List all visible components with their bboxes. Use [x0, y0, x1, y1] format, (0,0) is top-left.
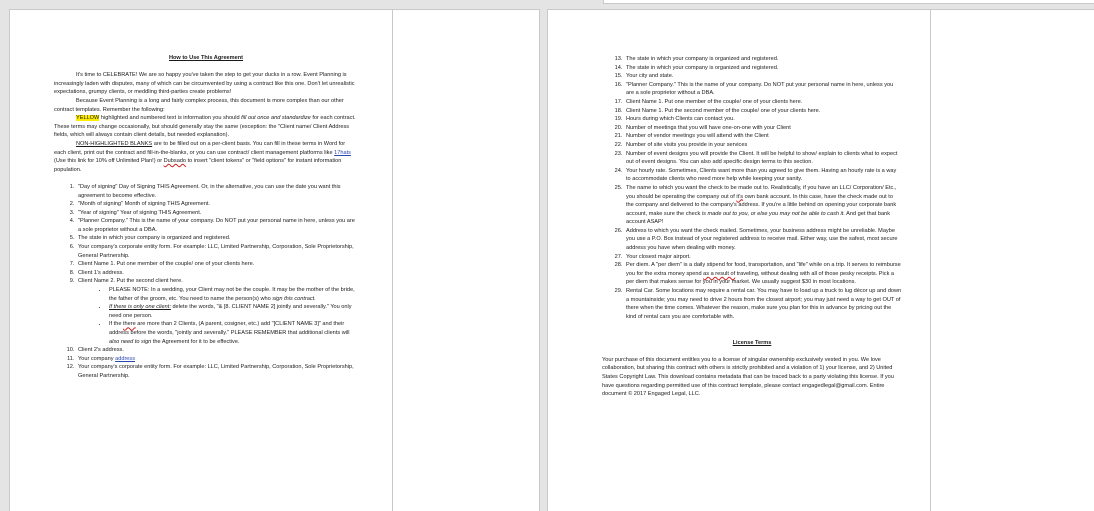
list-item: 10. Client 2's address.	[76, 346, 358, 355]
intro-paragraph: It's time to CELEBRATE! We are so happy you've taken the step to get your ducks in a row. Event Planning is increasingly laden with disputes, many of which can be circumvented by using a contract like this one. Don't let unrealistic expectations, grumpy clients, or meddling third-parties create problems!	[54, 72, 355, 96]
note-text: the Agreement for it to be effective.	[151, 338, 240, 345]
document-page-1[interactable]	[10, 10, 393, 511]
list-item: 17. Client Name 1. Put one member of the couple/ one of your clients here.	[624, 98, 902, 107]
note-text: If the	[109, 321, 123, 328]
list-item-text: Client Name 2. Put the second client here.	[78, 278, 183, 285]
list-item-text: And get that bank account ASAP!	[626, 210, 891, 226]
list-item: 21. Number of vendor meetings you will attend with the Client	[624, 132, 902, 141]
list-item-text: traveling, without dealing with all of those pesky receipts. Pick a per diem that makes sense for you in your market. We usually suggest $30 in most locations.	[626, 270, 895, 286]
license-title: License Terms	[732, 339, 772, 346]
list-item-em: is made out to you, or else you may not be able to cash it.	[701, 210, 845, 217]
list-item-text: own bank account. In this case, have the check made out to the company and delivered to the company's address. If you're a little behind on opening your corporate bank account, make sure the check	[626, 193, 897, 217]
list-item: 12. Your company's corporate entity form. For example: LLC, Limited Partnership, Corporation, Sole Proprietorship, General Partnership.	[76, 363, 358, 380]
as-a-result-phrase: as a result of	[703, 270, 736, 277]
page-2-body	[602, 55, 902, 399]
list-item-text: Your company	[78, 355, 116, 362]
agreement-title: How to Use This Agreement	[168, 55, 244, 61]
instruction-list-2	[602, 55, 902, 321]
complexity-text: Because Event Planning is a long and fairly complex process, this document is more complex than our other contract templates. Remember the following:	[54, 97, 344, 113]
previous-page-edge	[604, 0, 1094, 3]
17hats-link[interactable]: 17hats	[334, 149, 351, 156]
blanks-paragraph	[54, 140, 358, 174]
list-item: 1. "Day of signing" Day of Signing THIS Agreement. Or, in the alternative, you can use the date you want this agreement to become effective.	[76, 183, 358, 200]
list-item: 16. "Planner Company." This is the name of your company. Do NOT put your personal name in here, unless you are a sole proprietor without a DBA.	[624, 81, 902, 98]
list-item: 27. Your closest major airport.	[624, 253, 902, 262]
blanks-text-a: are to be filled out on a per-client basis. You can fill in these terms in Word for each client, print out the contract and fill-in-the-blanks, or you can use contract/ client management platforms like	[54, 140, 346, 156]
list-item: 26. Address to which you want the check mailed. Sometimes, your business address might be unreliable. Maybe you use a P.O. Box instead of your registered address to receive mail. Either way, use the safest, most secure address you have when dealing with money.	[624, 227, 902, 253]
list-item: 18. Client Name 1. Put the second member of the couple/ one of your clients here.	[624, 107, 902, 116]
page-1-body	[54, 54, 358, 381]
list-item: 29. Rental Car. Some locations may require a rental car. You may have to load up a truck to lug décor up and down a mountainside; you may need to drive 2 hours from the closest airport; you may just need a way to get OUT of there when the time comes. Whatever the reason, make sure you plan for this in advance by pricing out the kind of rental cars you are comfortable with.	[624, 287, 902, 321]
address-link[interactable]: address	[115, 355, 136, 362]
note-squiggle: there	[123, 321, 136, 328]
list-item: 4. "Planner Company." This is the name of your company. Do NOT put your personal name in here, unless you are a sole proprietor without a DBA.	[76, 217, 358, 234]
yellow-text-b: for each contract. These terms may change occasionally, but should generally stay the same (exception: the "Client name/ Client Address fields, which will always contain client details, but needed explanation).	[54, 115, 356, 139]
client-notes-list	[78, 286, 358, 346]
list-item: 6. Your company's corporate entity form. For example: LLC, Limited Partnership, Corporation, Sole Proprietorship, General Partnership.	[76, 243, 358, 260]
list-item: 14. The state in which your company is organized and registered.	[624, 64, 902, 73]
list-item: 15. Your city and state.	[624, 72, 902, 81]
blanks-text-b: (Use this link for 10% off Unlimited Plan!) or	[54, 158, 164, 165]
document-page-2[interactable]	[548, 10, 931, 511]
dubsado-word: Dubsado	[163, 158, 187, 165]
list-item: 13. The state in which your company is organized and registered.	[624, 55, 902, 64]
its-word: it's	[736, 193, 744, 200]
note-item	[108, 286, 358, 303]
yellow-highlight: YELLOW	[76, 115, 100, 122]
note-item	[108, 320, 358, 346]
yellow-paragraph	[54, 114, 358, 140]
list-item: 5. The state in which your company is organized and registered.	[76, 234, 358, 243]
list-item	[76, 355, 358, 364]
list-item-text: Per diem. A "per diem" is a daily stipend for food, transportation, and "life" while on a trip. It serves to reimburse you for the extra money spend	[626, 262, 901, 277]
list-item: 7. Client Name 1. Put one member of the couple/ one of your clients here.	[76, 260, 358, 269]
note-text: PLEASE NOTE: In a wedding, your Client may not be the couple. It may be the mother of the bride, the father of the groom, etc. You need to name the person(s) who	[109, 287, 355, 302]
list-item	[624, 184, 902, 227]
document-page-2-margin	[931, 10, 1094, 511]
list-item: 3. "Year of signing" Year of signing THIS Agreement.	[76, 209, 358, 218]
note-text: are more than 2 Clients, (A parent, cosigner, etc.) add "[CLIENT NAME 3]" and their address before the words, "jointly and severally." PLEASE REMEMBER that additional clients will	[109, 321, 350, 336]
yellow-text-a: highlighted and numbered text is information you should	[99, 115, 242, 122]
note-em: sign this contract.	[272, 295, 316, 302]
license-text: Your purchase of this document entitles you to a license of singular ownership exclusively vested in you. We love collaboration, but sharing this contract with others is strictly prohibited and a violation of 1) your license, and 2) United States Copyright Law. This download contains metadata that can be traced back to a party violating this license. If you have questions regarding permitted use of this contract template, please contact engagedlegal@gmail.com. Entire document © 2017 Engaged Legal, LLC.	[602, 356, 894, 398]
blanks-text-c: to insert "client tokens" or "field options" for instant information population.	[54, 158, 342, 173]
instruction-list-1	[54, 183, 358, 381]
list-item-text: The name to which you want the check to be made out to. Realistically, if you have an LLC/ Corporation/ Etc., you should be operating the company out of	[626, 184, 897, 200]
blanks-heading: NON-HIGHLIGHTED BLANKS	[76, 140, 153, 147]
list-item: 2. "Month of signing" Month of signing THIS Agreement.	[76, 200, 358, 209]
list-item: 24. Your hourly rate. Sometimes, Clients want more than you agreed to give them. Having an hourly rate is a way to accommodate clients who need more help while keeping your sanity.	[624, 167, 902, 184]
list-item: 19. Hours during which Clients can contact you.	[624, 115, 902, 124]
note-em: If there is only one client:	[109, 304, 171, 311]
yellow-text-em: fill out once and standardize	[241, 115, 311, 122]
list-item: 8. Client 1's address.	[76, 269, 358, 278]
note-text: delete the words, "& [8. CLIENT NAME 2] jointly and severally." You only need one person.	[109, 304, 352, 319]
complexity-paragraph	[54, 97, 358, 114]
document-page-1-margin	[393, 10, 539, 511]
note-em: also need to sign	[109, 338, 152, 345]
list-item	[624, 261, 902, 287]
list-item: 23. Number of event designs you will provide the Client. It will be helpful to show/ explain to clients what to expect out of event designs. You can also add specific design terms to this section.	[624, 150, 902, 167]
list-item: 22. Number of site visits you provide in your services	[624, 141, 902, 150]
list-item: 20. Number of meetings that you will have one-on-one with your Client	[624, 124, 902, 133]
list-item	[76, 277, 358, 346]
note-item	[108, 303, 358, 320]
